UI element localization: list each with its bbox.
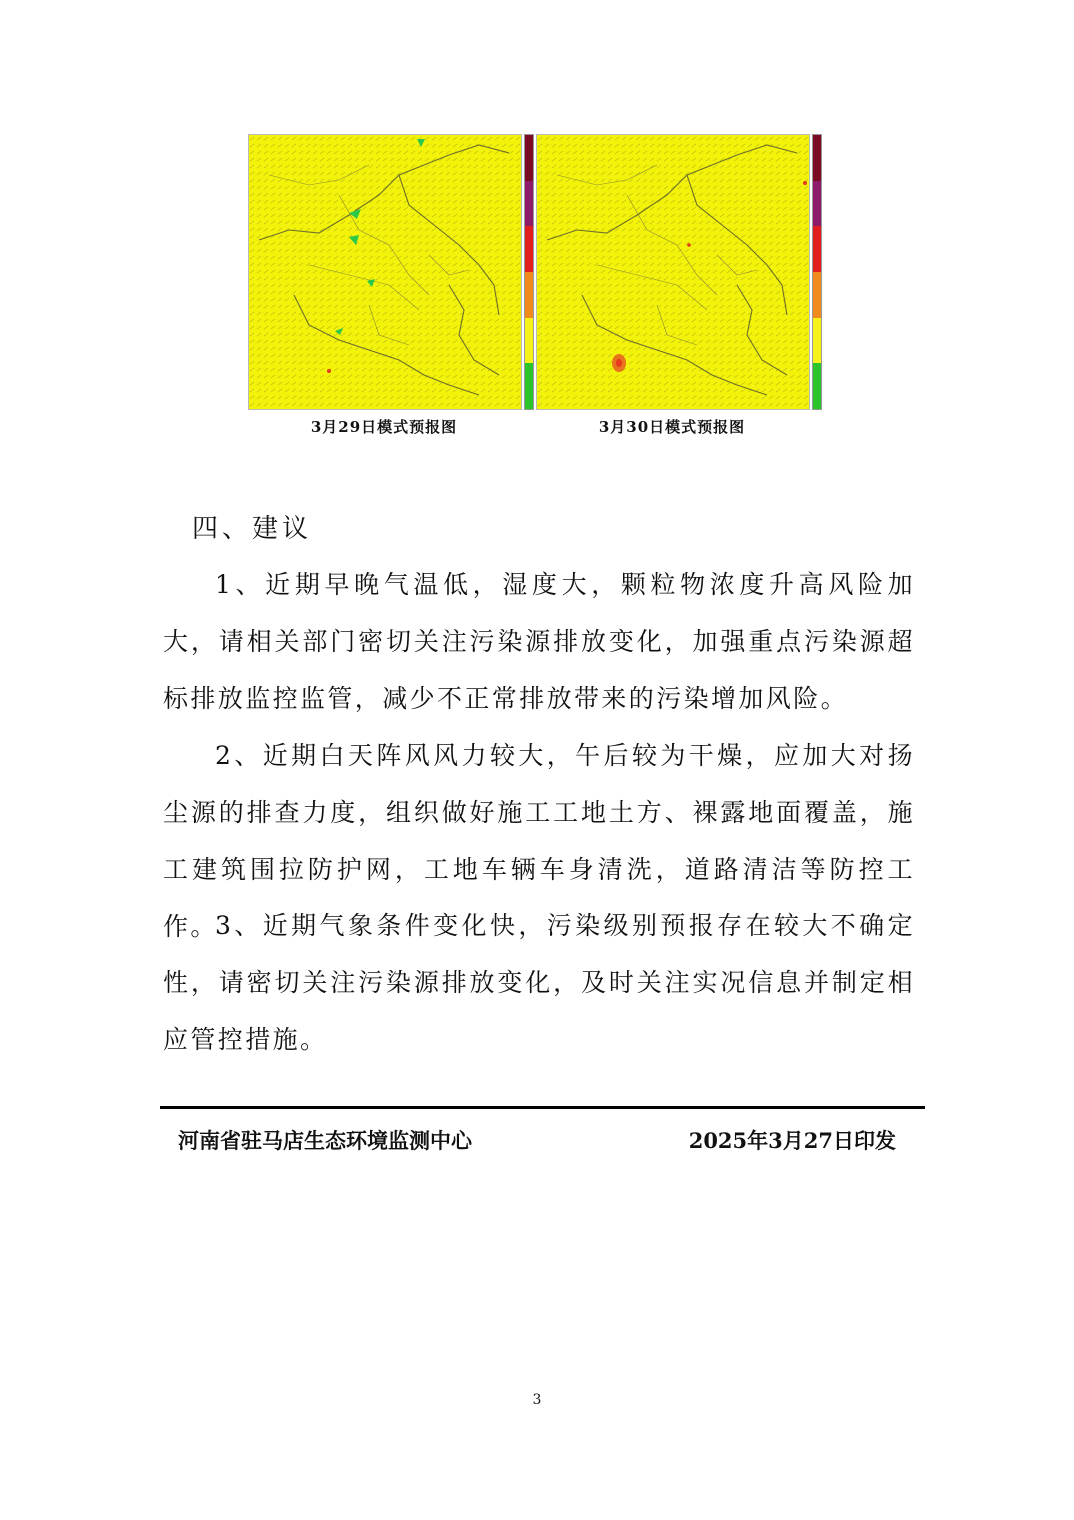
issuing-organization: 河南省驻马店生态环境监测中心 (178, 1128, 472, 1153)
legend-color-scale (812, 134, 822, 410)
section-heading: 四、建议 (192, 514, 313, 544)
figure-caption: 3月30日模式预报图 (598, 418, 746, 436)
page-number: 3 (532, 1392, 542, 1408)
figure-caption: 3月29日模式预报图 (310, 418, 458, 436)
recommendation-paragraph: 1、近期早晚气温低，湿度大，颗粒物浓度升高风险加大，请相关部门密切关注污染源排放变化，加强重点污染源超标排放监控监管，减少不正常排放带来的污染增加风险。 (163, 570, 915, 713)
footer-divider (160, 1106, 925, 1109)
recommendation-paragraph: 3、近期气象条件变化快，污染级别预报存在较大不确定性，请密切关注污染源排放变化，及时关注实况信息并制定相应管控措施。 (163, 911, 915, 1054)
recommendation-paragraph: 2、近期白天阵风风力较大，午后较为干燥，应加大对扬尘源的排查力度，组织做好施工工地土方、裸露地面覆盖，施工建筑围拉防护网，工地车辆车身清洗，道路清洁等防控工作。 (163, 741, 915, 941)
forecast-map-0330 (536, 134, 810, 410)
issue-date: 2025年3月27日印发 (688, 1128, 896, 1153)
legend-color-scale (524, 134, 534, 410)
forecast-map-0329 (248, 134, 522, 410)
forecast-figures (248, 134, 828, 444)
